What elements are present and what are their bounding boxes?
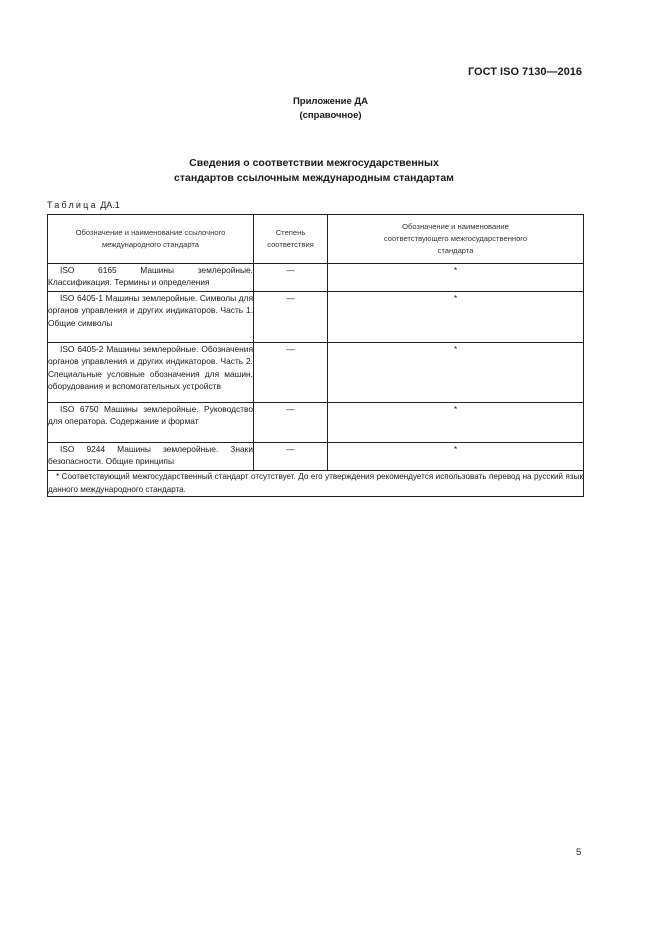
row-reference-standard: ISO 6165 Машины землеройные. Классификация. Термины и определения [48, 264, 254, 292]
document-id: ГОСТ ISO 7130—2016 [467, 66, 582, 78]
table-row [48, 264, 584, 292]
row-degree: — [254, 443, 328, 471]
row-degree: — [254, 292, 328, 343]
table-row [48, 292, 584, 343]
annex-heading [0, 95, 661, 123]
table-row [48, 343, 584, 403]
table-footnote: * Соответствующий межгосударственный стандарт отсутствует. До его утверждения рекомендуется использовать перевод на русский язык данного международного стандарта. [48, 471, 584, 497]
row-reference-standard: ISO 9244 Машины землеройные. Знаки безопасности. Общие принципы [48, 443, 254, 471]
row-interstate-standard: * [328, 292, 584, 343]
table-caption-prefix: Таблица [47, 200, 98, 210]
header-reference-standard: Обозначение и наименование ссылочного международного стандарта [48, 215, 254, 264]
table-row [48, 443, 584, 471]
header-interstate-standard: Обозначение и наименование соответствующего межгосударственного стандарта [328, 215, 584, 264]
annex-subtitle: (справочное) [299, 110, 362, 121]
page-number: 5 [576, 847, 582, 858]
row-interstate-standard: * [328, 343, 584, 403]
table-caption [47, 200, 120, 210]
correspondence-table [47, 214, 584, 497]
section-title-line-1: Сведения о соответствии межгосударственных [189, 157, 439, 169]
row-degree: — [254, 403, 328, 443]
row-interstate-standard: * [328, 264, 584, 292]
annex-title: Приложение ДА [292, 96, 369, 107]
table-caption-number: ДА.1 [97, 200, 120, 210]
row-degree: — [254, 343, 328, 403]
row-degree: — [254, 264, 328, 292]
row-interstate-standard: * [328, 443, 584, 471]
table-header-row [48, 215, 584, 264]
row-reference-standard: ISO 6405-2 Машины землеройные. Обозначения органов управления и других индикаторов. Часть 2. Специальные условные обозначения для машин, оборудования и вспомогательных устройств [48, 343, 254, 403]
section-title [0, 156, 628, 186]
row-reference-standard: ISO 6405-1 Машины землеройные. Символы для органов управления и других индикаторов. Часть 1. Общие символы [48, 292, 254, 343]
table-row [48, 403, 584, 443]
section-title-line-2: стандартов ссылочным международным стандартам [174, 172, 454, 184]
header-degree: Степень соответствия [254, 215, 328, 264]
row-interstate-standard: * [328, 403, 584, 443]
table-footnote-row [48, 471, 584, 497]
row-reference-standard: ISO 6750 Машины землеройные. Руководство для оператора. Содержание и формат [48, 403, 254, 443]
